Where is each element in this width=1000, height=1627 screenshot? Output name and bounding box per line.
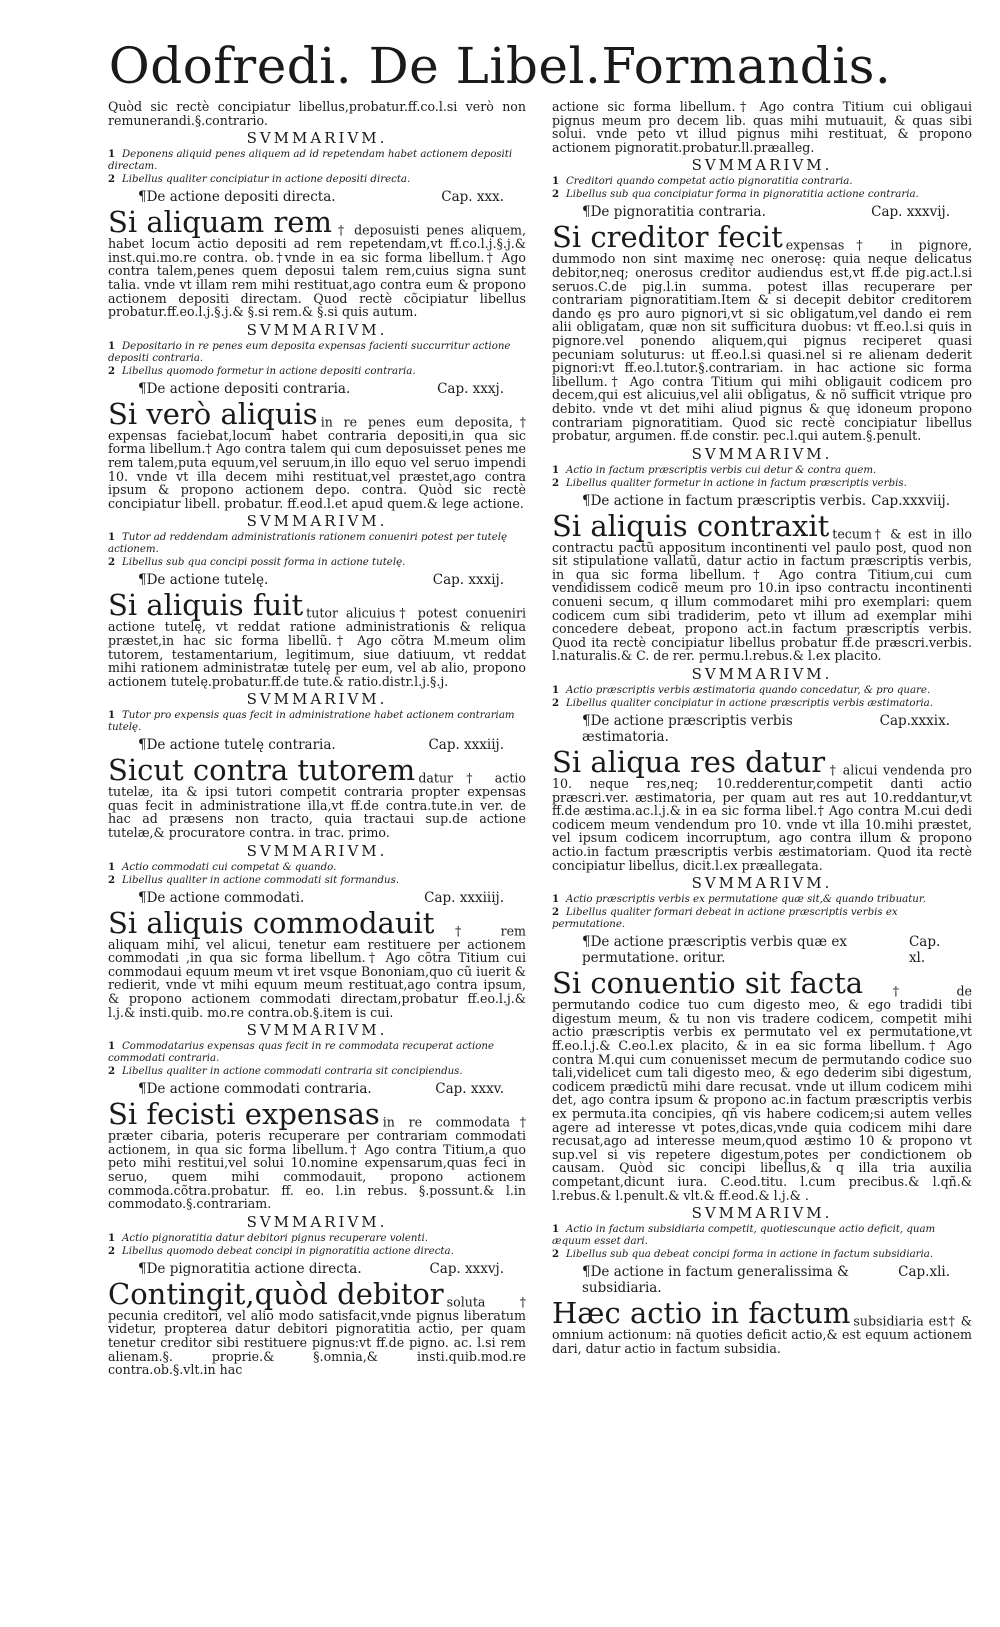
summary-number: 1: [108, 339, 116, 352]
summary-text: Actio pignoratitia datur debitori pignus recuperare volenti.: [122, 1232, 429, 1244]
summary-text: Tutor ad reddendam administrationis rationem conueniri potest per tutelę actionem.: [108, 532, 508, 556]
summary-heading: SVMMARIVM.: [246, 841, 388, 860]
summary-number: 1: [552, 1223, 560, 1236]
summary-item: [108, 1040, 526, 1065]
summary-item: [552, 684, 972, 697]
summary-text: Libellus sub qua concipi possit forma in actione tutelę.: [122, 557, 406, 569]
chapter-heading: [138, 381, 526, 397]
body-text: tecum† & est in illo contractu pactũ appositum incontinenti vel paulo post, quod non sit stipulatione vallatũ, datur actio in factum præscriptis verbis, in qua sic forma libellum.† Ago contra Titium,cui cum vendidissem codicẽ meum pro 10.in ipso contractu incontinenti conueni secum, q illum commodaret mihi pro exemplari: quem codicem cum sibi tradiderim, peto vt illum ad exemplar mihi concedere debeat, propono act.in factum præscriptis verbis. Quod ita rectè concipiatur libellus probatur ff.de præscri.verbis. l.naturalis.& C. de rer. permu.l.rebus.& l.ex placito.: [552, 526, 972, 664]
summary-text: Actio præscriptis verbis ex permutatione quæ sit,& quando tribuatur.: [566, 894, 926, 906]
chapter-body: [552, 968, 972, 1202]
summary-text: Libellus qualiter concipiatur in actione depositi directa.: [122, 174, 411, 186]
summary-item: [552, 464, 972, 477]
chapter-body: [552, 1298, 972, 1355]
summary-number: 1: [552, 175, 560, 188]
chapter-number: Cap. xxxvij.: [871, 204, 950, 221]
summary-number: 2: [108, 1065, 116, 1078]
summary-heading: SVMMARIVM.: [691, 874, 833, 893]
summary-item: [552, 906, 972, 931]
summary-text: Actio præscriptis verbis æstimatoria quando concedatur, & pro quare.: [566, 685, 931, 697]
left-column: [108, 100, 526, 1377]
chapter-title: ¶De actione tutelę contraria.: [138, 737, 336, 754]
chapter-title: ¶De actione depositi contraria.: [138, 380, 351, 397]
body-text: subsidiaria est† & omnium actionum: nã quoties deficit actio,& est equum actionem dari, datur actio in factum subsidia.: [552, 1313, 972, 1356]
chapter-title: ¶De actione præscriptis verbis æstimatoria.: [582, 713, 793, 746]
chapter-body: [108, 905, 526, 1020]
chapter-title: ¶De actione tutelę.: [138, 572, 269, 589]
chapter-body: [108, 396, 526, 511]
summary-item: [108, 148, 526, 173]
summary-number: 2: [108, 364, 116, 377]
chapter-heading: [582, 713, 972, 745]
summary-number: 2: [108, 873, 116, 886]
chapter-heading: [138, 1081, 526, 1097]
summary-number: 2: [108, 556, 116, 569]
summary-item: [108, 1232, 526, 1245]
summary-heading: SVMMARIVM.: [246, 512, 388, 531]
chapter-number: Cap. xxx.: [441, 189, 504, 206]
summary-heading: SVMMARIVM.: [246, 320, 388, 339]
summary-text: Libellus qualiter formari debeat in actione præscriptis verbis ex permutatione.: [552, 907, 898, 931]
page-title: Odofredi. De Libel.Formandis.: [108, 37, 892, 95]
summary-item: [552, 1248, 972, 1261]
summary-number: 1: [552, 684, 560, 697]
summary-heading: SVMMARIVM.: [246, 1021, 388, 1040]
summary-item: [108, 340, 526, 365]
incipit-large-text: Contingit,quòd debitor: [108, 1276, 444, 1311]
chapter-heading: [582, 1264, 972, 1296]
summary-text: Libellus quomodo debeat concipi in pignoratitia actione directa.: [122, 1245, 454, 1257]
summary-text: Libellus qualiter concipiatur in actione præscriptis verbis æstimatoria.: [566, 698, 933, 710]
chapter-title: ¶De actione commodati contraria.: [138, 1081, 372, 1098]
summary-text: Libellus quomodo formetur in actione depositi contraria.: [122, 365, 416, 377]
chapter-body: [108, 590, 526, 688]
chapter-heading: [582, 204, 972, 220]
summary-text: Libellus qualiter formetur in actione in factum præscriptis verbis.: [566, 477, 907, 489]
summary-heading: SVMMARIVM.: [691, 156, 833, 175]
chapter-number: Cap.xxxviij.: [871, 492, 950, 509]
chapter-body: [108, 207, 526, 319]
summary-text: Creditori quando competat actio pignoratitia contraria.: [566, 176, 853, 188]
summary-number: 2: [552, 906, 560, 919]
summary-item: [552, 1223, 972, 1248]
summary-heading: SVMMARIVM.: [246, 129, 388, 148]
incipit-large-text: Si aliquis contraxit: [552, 508, 830, 543]
chapter-number: Cap. xxxiiij.: [424, 889, 504, 906]
summary-item: [552, 893, 972, 906]
summary-item: [108, 874, 526, 887]
body-text: expensas† in pignore, dummodo non sint maximę nec onerosę: quia neque delicatus debitor,neq; onerosus creditor audiendus est,vt ff.de pig.act.l.si seruos.C.de pig.l.in summa. potest illas recuperare per contrariam pignoratitiam.Item & si decepit debitor creditorem dando ęs pro auro pignori,vt si sic obligatum,vel dando ei rem alii obligatam, quæ non sit sufficitura duobus: vt ff.eo.l.si quis in pignore.vel ponendo aliquem,qui pignus reciperet quasi pecuniam soluturus: ut ff.eo.l.si quasi.nel si re alienam dederit pignori:vt ff.eo.l.tutor.§.contrariam. in hac actione sic forma libellum.† Ago contra Titium qui mihi obligauit codicem pro decem,qui est alicuius,vel alii obligatus, & nõ sufficit vtrique pro debito. vnde vt det mihi aliud pignus & quę idoneum propono contrariam pignoratitiam. Quod sic rectè concipiatur libellus probatur, argumen. ff.de constir. pec.l.qui autem.§.penult.: [552, 237, 972, 444]
summary-text: Commodatarius expensas quas fecit in re commodata recuperat actione commodati contraria.: [108, 1041, 495, 1065]
summary-heading: SVMMARIVM.: [246, 690, 388, 709]
summary-text: Deponens aliquid penes aliquem ad id repetendam habet actionem depositi directam.: [108, 149, 513, 173]
chapter-number: Cap.xxxix.: [879, 713, 950, 730]
summary-heading: SVMMARIVM.: [691, 444, 833, 463]
summary-number: 1: [552, 463, 560, 476]
chapter-title: ¶De pignoratitia contraria.: [582, 204, 766, 221]
incipit-large-text: Hæc actio in factum: [552, 1296, 851, 1331]
summary-number: 2: [552, 476, 560, 489]
body-text: † alicui vendenda pro 10. neque res,neq; 10.redderentur,competit danti actio præscri.ver. æstimatoria, per quam aut res aut 10.reddantur,vt ff.de æstima.ac.l.j.& in ea sic forma libel.† Ago contra M.cui dedi codicem meum vendendum pro 10. vnde vt illa 10.mihi præstet, vel ipsum codicem incorruptum, ago contra illum & propono actio.in factum præscriptis verbis æstimatoriam. Quod ita rectè concipiatur libellus, dicit.l.ex præallegata.: [552, 762, 972, 873]
incipit-large-text: Sicut contra tutorem: [108, 753, 416, 788]
incipit-large-text: Si verò aliquis: [108, 396, 318, 431]
summary-number: 2: [552, 697, 560, 710]
chapter-heading: [138, 572, 526, 588]
chapter-heading: [582, 934, 972, 966]
chapter-number: Cap.xli.: [898, 1264, 950, 1281]
summary-number: 2: [552, 188, 560, 201]
summary-number: 1: [108, 1231, 116, 1244]
chapter-title: ¶De actione in factum generalissima & subsidiaria.: [582, 1264, 850, 1297]
chapter-heading: [138, 1261, 526, 1277]
chapter-number: Cap. xxxij.: [432, 572, 504, 589]
summary-heading: SVMMARIVM.: [691, 665, 833, 684]
chapter-number: Cap. xxxv.: [435, 1081, 504, 1098]
summary-text: Libellus qualiter in actione commodati contraria sit concipiendus.: [122, 1066, 463, 1078]
summary-text: Libellus sub qua concipiatur forma in pignoratitia actione contraria.: [566, 189, 919, 201]
summary-item: [108, 861, 526, 874]
body-text: † deposuisti penes aliquem, habet locum actio depositi ad rem repetendam,vt ff.co.l.j.§.j.& inst.qui.mo.re contra. ob.†vnde in ea sic forma libellum.† Ago contra talem,penes quem deposui talem rem,cuius signa sunt talia. vnde vt illam rem mihi restituat,ago contra eum & propono actionem depositi directam. Quod rectè cõcipiatur libellus probatur.ff.eo.l.j.§.j.& §.si rem.& §.si quis autum.: [108, 222, 526, 320]
summary-number: 1: [108, 709, 116, 722]
summary-item: [552, 175, 972, 188]
incipit-large-text: Si aliquis fuit: [108, 588, 304, 623]
chapter-body: [552, 222, 972, 442]
right-column: [552, 100, 972, 1355]
summary-number: 2: [552, 1248, 560, 1261]
summary-number: 1: [108, 531, 116, 544]
summary-number: 2: [108, 1244, 116, 1257]
chapter-body: [552, 508, 972, 664]
chapter-body: [108, 1099, 526, 1211]
summary-text: Actio in factum præscriptis verbis cui detur & contra quem.: [566, 464, 877, 476]
summary-number: 1: [552, 893, 560, 906]
chapter-body: [552, 747, 972, 872]
summary-item: [108, 365, 526, 378]
chapter-heading: [138, 189, 526, 205]
chapter-number: Cap. xl.: [908, 934, 941, 967]
summary-text: Libellus qualiter in actione commodati sit formandus.: [122, 874, 400, 886]
summary-text: Depositario in re penes eum deposita expensas facienti succurritur actione depositi contraria.: [108, 340, 511, 364]
body-text: soluta † pecunia creditori, vel alio modo satisfacit,vnde pignus liberatum videtur, propterea datur debitori pignoratitia actio, per quam tenetur creditor sibi restituere pignus:vt ff.de pigno. ac. l.si rem alienam.§. proprie.& §.omnia,& insti.quib.mod.re contra.ob.§.vlt.in hac: [108, 1294, 526, 1378]
incipit-large-text: Si aliquam rem: [108, 205, 332, 240]
summary-number: 1: [108, 148, 116, 161]
incipit-large-text: Si aliqua res datur: [552, 745, 826, 780]
summary-item: [108, 531, 526, 556]
summary-item: [108, 1065, 526, 1078]
summary-item: [552, 477, 972, 490]
summary-item: [552, 188, 972, 201]
incipit-large-text: Si conuentio sit facta: [552, 966, 864, 1001]
summary-item: [552, 697, 972, 710]
chapter-heading: [582, 493, 972, 509]
summary-number: 2: [108, 173, 116, 186]
chapter-number: Cap. xxxiij.: [428, 737, 504, 754]
body-text: in re penes eum deposita,† expensas faciebat,locum habet contraria depositi,in qua sic forma libellum.† Ago contra talem qui cum deposuisset penes me rem talem,puta equum,vel seruum,in illo equo vel seruo impendi 10. vnde vt illa decem mihi restituat,vel præstet,ago contra ipsum & propono actionem depo. contra. Quòd sic rectè concipiatur libell. probatur. ff.eod.l.et apud quem.& lege actione.: [108, 414, 526, 511]
chapter-heading: [138, 737, 526, 753]
summary-text: Actio commodati cui competat & quando.: [122, 861, 337, 873]
incipit-large-text: Si fecisti expensas: [108, 1097, 380, 1132]
body-text: datur † actio tutelæ, ita & ipsi tutori competit contraria propter expensas quas fecit in administratione illa,vt ff.de contra.tute.in ver. de hac ad præsens non tracto, quia tractaui sup.de actione tutelæ,& procuratore contra. in trac. primo.: [108, 770, 526, 841]
summary-text: Libellus sub qua debeat concipi forma in actione in factum subsidiaria.: [566, 1249, 934, 1261]
chapter-number: Cap. xxxvj.: [429, 1260, 504, 1277]
paragraph: actione sic forma libellum.† Ago contra Titium cui obligaui pignus meum pro decem lib. quas mihi mutuauit, & quas sibi solui. vnde peto vt illud pignus mihi restituat, & propono actionem pignoratit.probatur.ll.præalleg.: [552, 99, 972, 155]
chapter-body: [108, 755, 526, 839]
summary-heading: SVMMARIVM.: [691, 1204, 833, 1223]
body-text: tutor alicuius† potest conueniri actione tutelę, vt reddat ratione administrationis & reliqua præstet,in hac sic forma libellũ.† Ago cõtra M.meum olim tutorem, testamentarium, legitimum, siue datiuum, vt reddat mihi rationem administratæ tutelę per eum, vel ab alio, propono actionem tutelę.probatur.ff.de tute.& ratio.distr.l.j.§.j.: [108, 605, 526, 689]
chapter-heading: [138, 890, 526, 906]
summary-text: Tutor pro expensis quas fecit in administratione habet actionem contrariam tutelę.: [108, 710, 515, 734]
summary-number: 1: [108, 1040, 116, 1053]
incipit-large-text: Si aliquis commodauit: [108, 905, 435, 940]
chapter-title: ¶De pignoratitia actione directa.: [138, 1260, 362, 1277]
paragraph: Quòd sic rectè concipiatur libellus,probatur.ff.co.l.si verò non remunerandi.§.contrario.: [108, 99, 526, 128]
summary-item: [108, 709, 526, 734]
body-text: † rem aliquam mihi, vel alicui, tenetur eam restituere per actionem commodati ,in qua sic forma libellum.† Ago cõtra Titium cui commodaui equum meum vt iret vsque Bononiam,quo cũ iuerit & redierit, vnde vt mihi equum meum restituat,ago contra ipsum, & propono actionem commodati directam,probatur ff.eo.l.j.& l.j.& insti.quib. mo.re contra.ob.§.item is cui.: [108, 923, 526, 1020]
summary-heading: SVMMARIVM.: [246, 1212, 388, 1231]
summary-number: 1: [108, 860, 116, 873]
summary-item: [108, 556, 526, 569]
body-text: † de permutando codice tuo cum digesto meo, & ego tradidi tibi digestum meum, & tu non vis tradere codicem, competit mihi actio præscriptis verbis ex permutato vel ex permutatione,vt ff.eo.l.j.& C.eo.l.ex placito, & in ea sic forma libellum.† Ago contra M.qui cum conuenisset mecum de permutando codice suo tali,videlicet cum tali digesto meo, & ego dederim sibi digestum, codicem prædictũ mihi dare recusat. vnde ut illum codicem mihi det, ago contra ipsum & propono ac.in factum præscriptis verbis ex permuta.ita concipies, qñ vis habere codicem;si autem velles agere ad interesse vt potes,dicas,vnde quia codicem mihi dare recusat,ago ad interesse meum,quod æstimo 10 & propono vt sup.vel si vis repetere digestum,potes per condictionem ob causam. Quòd sic concipi libellus,& q illa tria auxilia competant,dicunt iura. C.eod.titu. l.cum precibus.& l.qñ.& l.rebus.& l.penult.& vlt.& ff.eod.& l.j.& .: [552, 983, 972, 1203]
chapter-body: [108, 1276, 526, 1378]
chapter-title: ¶De actione depositi directa.: [138, 189, 336, 206]
chapter-title: ¶De actione commodati.: [138, 889, 305, 906]
summary-text: Actio in factum subsidiaria competit, quotiescunque actio deficit, quam æquum esset dari.: [552, 1224, 936, 1248]
summary-item: [108, 1245, 526, 1258]
summary-item: [108, 173, 526, 186]
incipit-large-text: Si creditor fecit: [552, 220, 783, 255]
chapter-number: Cap. xxxj.: [437, 380, 504, 397]
chapter-title: ¶De actione præscriptis verbis quæ ex permutatione. oritur.: [582, 934, 847, 967]
body-text: in re commodata† præter cibaria, poteris recuperare per contrariam commodati actionem, in qua sic forma libellum.† Ago contra Titium,a quo peto mihi restitui,vel solui 10.nomine expensarum,quas feci in seruo, quem mihi commodauit, propono actionem commoda.cõtra.probatur. ff. eo. l.in rebus. §.possunt.& l.in commodato.§.contrariam.: [108, 1114, 526, 1212]
chapter-title: ¶De actione in factum præscriptis verbis.: [582, 492, 867, 509]
